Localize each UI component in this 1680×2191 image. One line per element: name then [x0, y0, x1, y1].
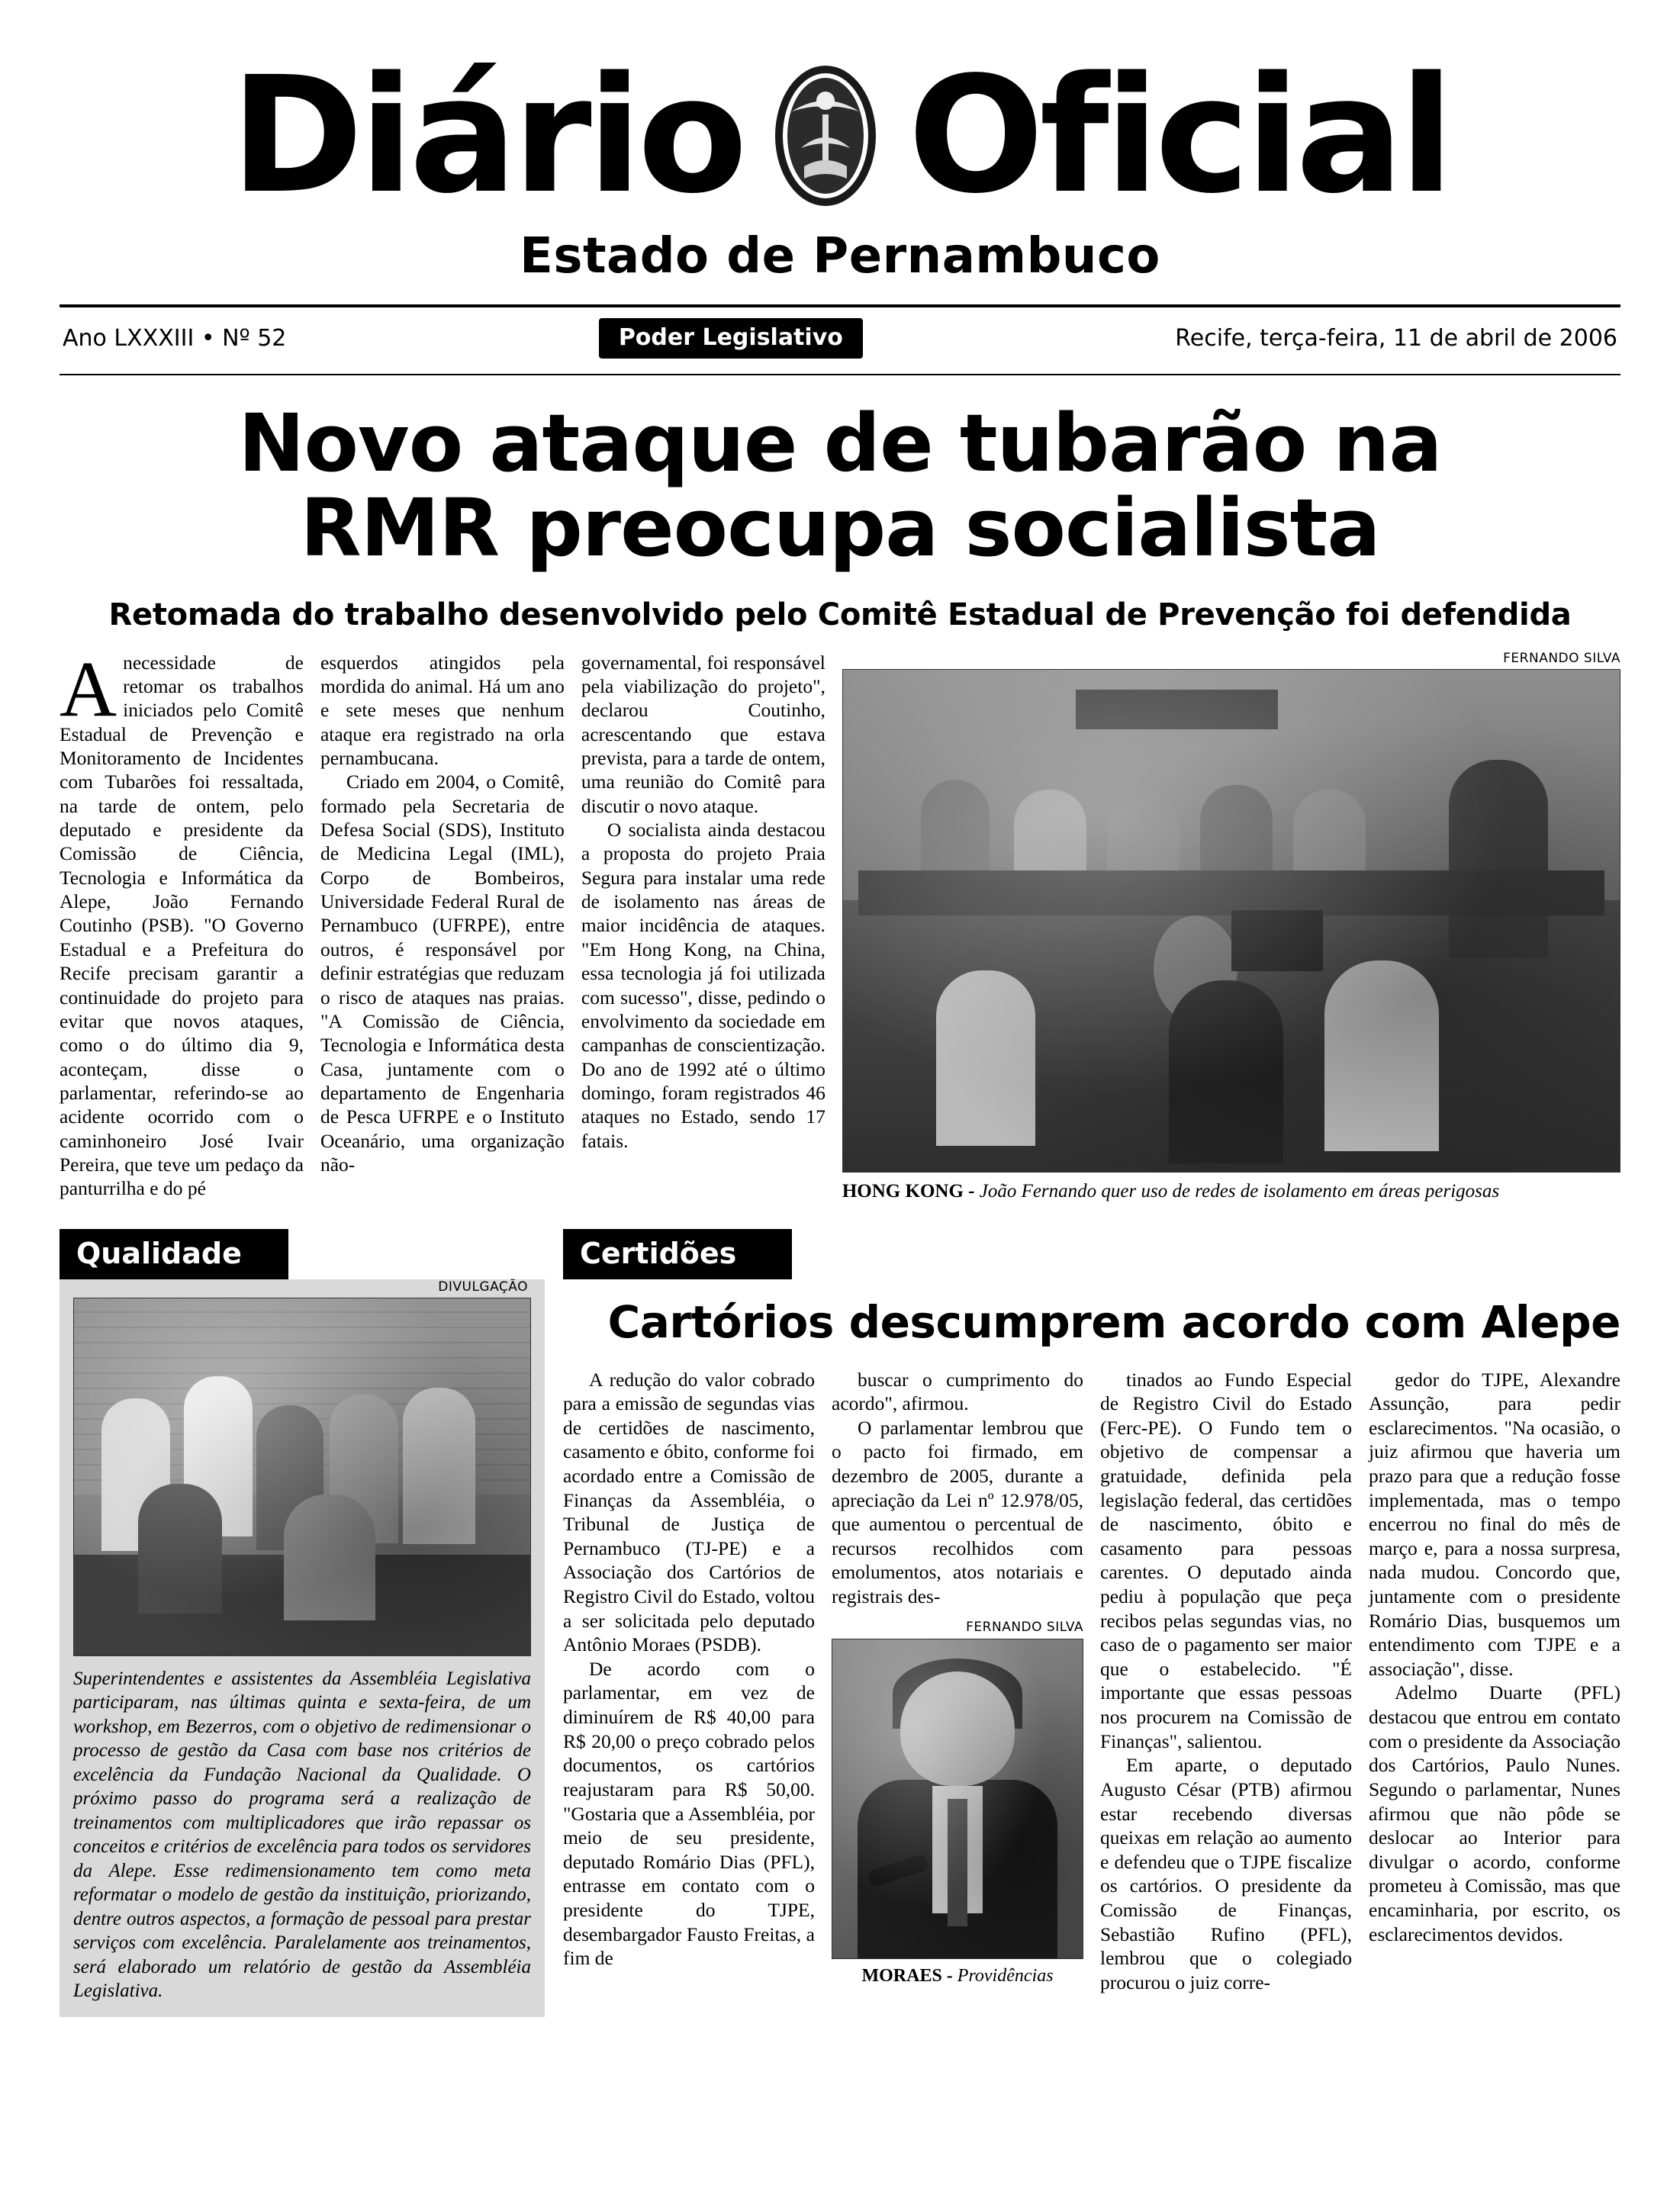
moraes-photo-block	[832, 1620, 1083, 1988]
moraes-caption-text: Providências	[957, 1965, 1054, 1986]
lead-col2-p2: Criado em 2004, o Comitê, formado pela Secretaria de Defesa Social (SDS), Instituto de Medicina Legal (IML), Corpo de Bombeiros, Universidade Federal Rural de Pernambuco (UFRPE), entre outros, é responsável por definir estratégias que reduzam o risco de ataques nas praias. "A Comissão de Ciência, Tecnologia e Informática desta Casa, juntamente com o departamento de Engenharia de Pesca UFRPE e o Instituto Oceanário, uma organização não-	[320, 771, 565, 1176]
edition-label: Ano LXXXIII • Nº 52	[63, 325, 287, 352]
certidoes-headline: Cartórios descumprem acordo com Alepe	[607, 1295, 1620, 1348]
lead-headline	[60, 397, 1620, 575]
certidoes-col4-p2: Adelmo Duarte (PFL) destacou que entrou em contato com o presidente da Associação dos Cartórios, Paulo Nunes. Segundo o parlamentar, Nunes afirmou que não pôde se deslocar ao Interior para divulgar o acordo, conforme prometeu à Comissão, mas que encaminharia, por escrito, os esclarecimentos devidos.	[1369, 1681, 1620, 1945]
masthead-word-oficial: Oficial	[907, 41, 1450, 229]
lead-column-1	[60, 645, 304, 1203]
infobar-divider	[60, 374, 1620, 375]
moraes-photo-credit: FERNANDO SILVA	[966, 1619, 1083, 1635]
lead-photo-caption-text: João Fernando quer uso de redes de isolamento em áreas perigosas	[979, 1180, 1500, 1202]
certidoes-column-1	[563, 1368, 815, 1995]
lead-col1-text: Anecessidade de retomar os trabalhos iniciados pelo Comitê Estadual de Prevenção e Monitoramento de Incidentes com Tubarões foi ressaltada, na tarde de ontem, pelo deputado e presidente da Comissão de Ciência, Tecnologia e Informática da Alepe, João Fernando Coutinho (PSB). "O Governo Estadual e a Prefeitura do Recife precisam garantir a continuidade do projeto para evitar que novos ataques, como o do último dia 9, aconteçam, disse o parlamentar, referindo-se ao acidente ocorrido com o caminhoneiro José Ivair Pereira, que teve um pedaço da panturrilha e do pé	[60, 645, 304, 1200]
certidoes-col3-p2: Em aparte, o deputado Augusto César (PTB) afirmou estar recebendo diversas queixas em relação ao aumento e defendeu que o TJPE fiscalize os cartórios. O presidente da Comissão de Finanças, Sebastião Rufino (PFL), lembrou que o colegiado procurou o juiz corre-	[1100, 1754, 1352, 1993]
qualidade-photo-credit: DIVULGAÇÃO	[438, 1279, 528, 1295]
lead-col3-p2: O socialista ainda destacou a proposta do projeto Praia Segura para instalar uma rede de isolamento nas áreas de maior incidência de ataques. "Em Hong Kong, na China, essa tecnologia já foi utilizada com sucesso", disse, pedindo o envolvimento da sociedade em campanhas de conscientização. Do ano de 1992 até o último domingo, foram registrados 46 ataques no Estado, sendo 17 fatais.	[581, 819, 826, 1152]
lead-column-2	[320, 651, 565, 1203]
masthead-subtitle: Estado de Pernambuco	[520, 228, 1160, 285]
sessao-plenaria-photo	[842, 669, 1620, 1173]
workshop-bezerros-photo	[73, 1298, 531, 1656]
lead-headline-line2: RMR preocupa socialista	[300, 481, 1380, 575]
lead-story	[60, 645, 1620, 1203]
certidoes-column-2	[832, 1368, 1083, 1995]
masthead	[60, 41, 1620, 285]
moraes-photo-caption	[832, 1965, 1083, 1988]
lead-photo-caption	[842, 1180, 1620, 1203]
issue-date: Recife, terça-feira, 11 de abril de 2006	[1175, 325, 1617, 352]
info-bar	[60, 307, 1620, 368]
lead-subhead: Retomada do trabalho desenvolvido pelo Comitê Estadual de Prevenção foi defendida	[108, 597, 1572, 632]
lead-headline-line1: Novo ataque de tubarão na	[238, 397, 1442, 490]
certidoes-col2-p1: buscar o cumprimento do acordo", afirmou.	[832, 1368, 1083, 1415]
certidoes-col1-p1: A redução do valor cobrado para a emissão de segundas vias de certidões de nascimento, casamento e óbito, conforme foi acordado entre a Comissão de Finanças da Assembléia, o Tribunal de Justiça de Pernambuco (TJ-PE) e a Associação dos Cartórios de Registro Civil do Estado, voltou a ser solicitada pelo deputado Antônio Moraes (PSDB).	[563, 1368, 815, 1656]
section-bar-certidoes: Certidões	[563, 1229, 792, 1279]
certidoes-column-3	[1100, 1368, 1352, 1995]
masthead-word-diario: Diário	[230, 41, 743, 229]
certidoes-section	[563, 1229, 1620, 2017]
lead-column-3	[581, 651, 826, 1203]
brasao-pernambuco-icon	[761, 60, 890, 212]
deputado-moraes-photo	[832, 1639, 1083, 1959]
certidoes-columns	[563, 1368, 1620, 1995]
masthead-title	[60, 41, 1620, 229]
certidoes-col2-p2: O parlamentar lembrou que o pacto foi firmado, em dezembro de 2005, durante a apreciação da Lei nº 12.978/05, que aumentou o percentual de recursos recolhidos com emolumentos, atos notariais e registrais des-	[832, 1416, 1083, 1608]
qualidade-text: Superintendentes e assistentes da Assembléia Legislativa participaram, nas últimas quinta e sexta-feira, de um workshop, em Bezerros, com o objetivo de redimensionar o processo de gestão da Casa com base nos critérios de excelência da Fundação Nacional da Qualidade. O próximo passo do programa será a realização de treinamentos com multiplicadores que irão repassar os conceitos e critérios de excelência para todos os servidores da Alepe. Esse redimensionamento tem como meta reformatar o modelo de gestão da instituição, priorizando, dentre outros aspectos, a formação de pessoal para prestar serviços com excelência. Paralelamente aos treinamentos, será elaborado um relatório de gestão da Assembléia Legislativa.	[73, 1668, 531, 2002]
qualidade-section	[60, 1229, 545, 2017]
poder-legislativo-badge: Poder Legislativo	[599, 318, 863, 359]
section-bar-qualidade: Qualidade	[60, 1229, 288, 1279]
certidoes-col1-p2: De acordo com o parlamentar, em vez de diminuírem de R$ 40,00 para R$ 20,00 o preço cobrado pelos documentos, os cartórios reajustaram para R$ 50,00. "Gostaria que a Assembléia, por meio de seu presidente, deputado Romário Dias (PFL), entrasse em contato com o presidente do TJPE, desembargador Fausto Freitas, a fim de	[563, 1657, 815, 1970]
certidoes-col4-p1: gedor do TJPE, Alexandre Assunção, para pedir esclarecimentos. "Na ocasião, o juiz afirmou que haveria um prazo para que a redução fosse implementada, mas o tempo encerrou no final do mês de março e, para a nossa surpresa, nada mudou. Concordo que, juntamente com o presidente Romário Dias, busquemos um entendimento com TJPE e a associação", disse.	[1369, 1368, 1620, 1680]
lead-col2-p1: esquerdos atingidos pela mordida do animal. Há um ano e sete meses que nenhum ataque era registrado na orla pernambucana.	[320, 651, 565, 769]
moraes-caption-lead: MORAES -	[861, 1965, 953, 1986]
lead-photo-credit: FERNANDO SILVA	[1503, 650, 1620, 666]
certidoes-col3-p1: tinados ao Fundo Especial de Registro Civil do Estado (Ferc-PE). O Fundo tem o objetivo de compensar a gratuidade, definida pela legislação federal, das certidões de nascimento, óbito e casamento para pessoas carentes. O deputado ainda pediu à população que peça recibos pelas segundas vias, no caso de o pagamento ser maior que o estabelecido. "É importante que essas pessoas nos procurem na Comissão de Finanças", salientou.	[1100, 1368, 1352, 1752]
lead-photo-block	[842, 651, 1620, 1203]
bottom-sections	[60, 1229, 1620, 2017]
lead-photo-caption-lead: HONG KONG -	[842, 1180, 975, 1202]
certidoes-column-4	[1369, 1368, 1620, 1995]
lead-col3-p1: governamental, foi responsável pela viabilização do projeto", declarou Coutinho, acrescentando que estava prevista, para a tarde de ontem, uma reunião do Comitê para discutir o novo ataque.	[581, 651, 826, 817]
